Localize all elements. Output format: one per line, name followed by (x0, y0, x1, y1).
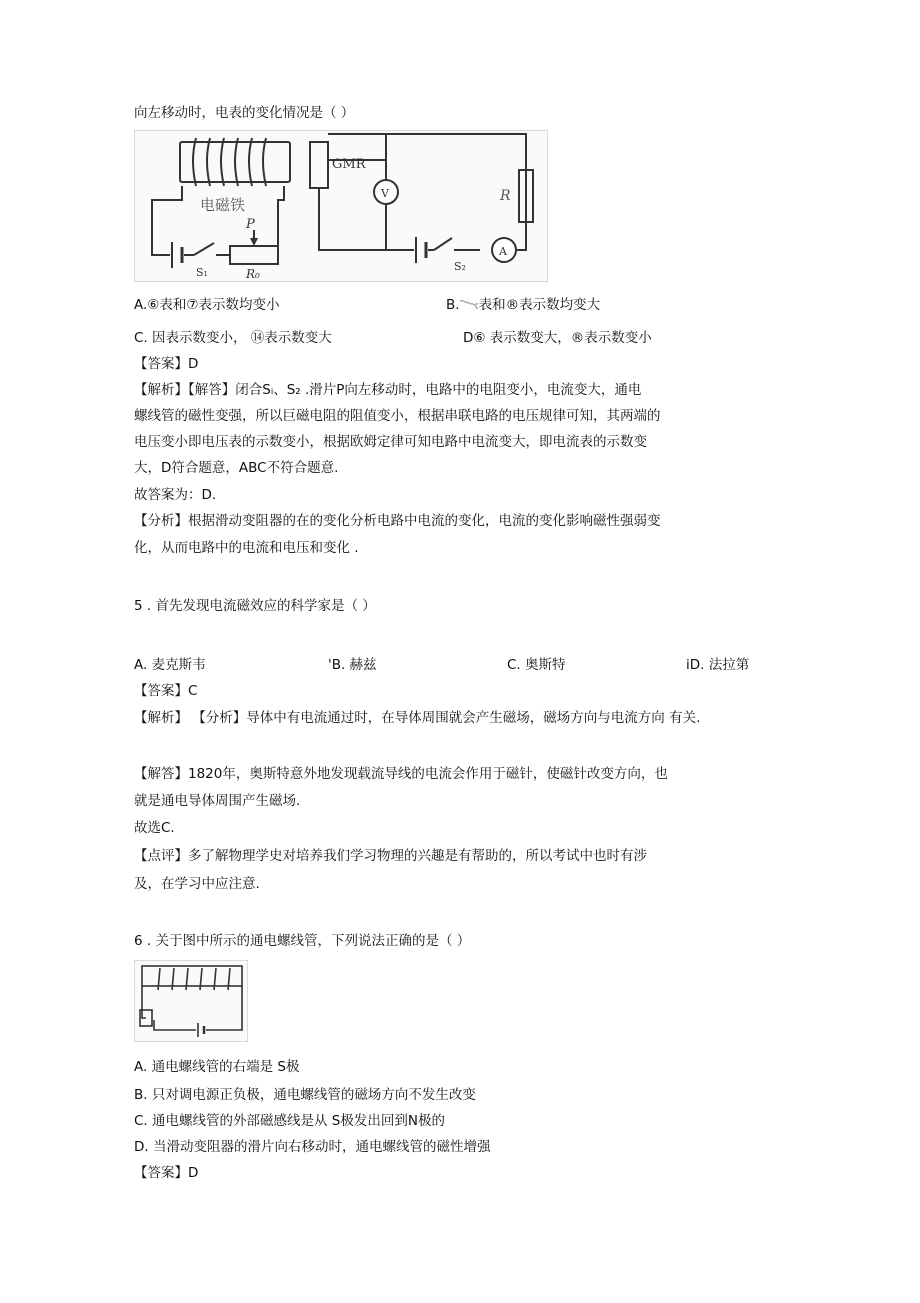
svg-text:A: A (499, 245, 507, 258)
q5-stem: 5 . 首先发现电流磁效应的科学家是（ ） (134, 598, 376, 614)
svg-text:R₀: R₀ (246, 267, 260, 281)
q4-fenxi-line: 化，从而电路中的电流和电压和变化 . (134, 540, 359, 556)
q6-option-d: D. 当滑动变阻器的滑片向右移动时，通电螺线管的磁性增强 (134, 1139, 491, 1155)
q5-option-a: A. 麦克斯韦 (134, 657, 206, 673)
q4-analysis-line: 电压变小即电压表的示数变小，根据欧姆定律可知电路中电流变大，即电流表的示数变 (134, 434, 647, 450)
q4-analysis-line: 大，D符合题意，ABC不符合题意. (134, 460, 339, 476)
svg-text:R: R (500, 188, 511, 204)
q5-conclusion: 故选C. (134, 820, 175, 836)
q5-dianping-line: 及，在学习中应注意. (134, 876, 260, 892)
q4-option-a: A.⑥表和⑦表示数均变小 (134, 297, 280, 313)
svg-text:P: P (246, 217, 255, 232)
q4-analysis-line: 螺线管的磁性变强，所以巨磁电阻的阻值变小，根据串联电路的电压规律可知，其两端的 (134, 408, 661, 424)
q6-answer: 【答案】D (134, 1165, 199, 1181)
q4-answer: 【答案】D (134, 356, 199, 372)
svg-text:S₁: S₁ (196, 266, 208, 279)
q6-option-a: A. 通电螺线管的右端是 S极 (134, 1059, 300, 1075)
svg-text:GMR: GMR (332, 157, 366, 172)
q5-answer: 【答案】C (134, 683, 198, 699)
q4-fenxi-line: 【分析】根据滑动变阻器的在的变化分析电路中电流的变化，电流的变化影响磁性强弱变 (134, 513, 661, 529)
q5-jieda-line: 【解答】1820年，奥斯特意外地发现载流导线的电流会作用于磁针，使磁针改变方向，也 (134, 766, 668, 782)
svg-text:S₂: S₂ (454, 260, 466, 273)
q4-stem: 向左移动时，电表的变化情况是（ ） (134, 105, 355, 121)
q5-option-b: 'B. 赫兹 (328, 657, 377, 673)
q4-option-d: D⑥ 表示数变大，®表示数变小 (463, 330, 652, 346)
q6-option-b: B. 只对调电源正负极，通电螺线管的磁场方向不发生改变 (134, 1087, 476, 1103)
svg-text:V: V (381, 187, 389, 200)
q4-circuit-figure (134, 130, 548, 282)
q4-conclusion: 故答案为：D. (134, 487, 217, 503)
q5-option-c: C. 奥斯特 (507, 657, 566, 673)
q4-analysis-line: 【解析】【解答】闭合Sᵢ、S₂ .滑片P向左移动时，电路中的电阻变小，电流变大，通电 (134, 382, 642, 398)
q6-solenoid-figure (134, 960, 248, 1042)
label-electromagnet: 电磁铁 (200, 196, 246, 214)
q5-dianping-line: 【点评】多了解物理学史对培养我们学习物理的兴趣是有帮助的，所以考试中也时有涉 (134, 848, 647, 864)
q5-analysis: 【解析】 【分析】导体中有电流通过时，在导体周围就会产生磁场，磁场方向与电流方向 有关. (134, 710, 701, 726)
q5-option-d: iD. 法拉第 (686, 657, 750, 673)
q6-stem: 6 . 关于图中所示的通电螺线管，下列说法正确的是（ ） (134, 933, 471, 949)
q4-option-b: B.𓏱表和®表示数均变大 (446, 297, 601, 313)
q6-option-c: C. 通电螺线管的外部磁感线是从 S极发出回到N极的 (134, 1113, 445, 1129)
q5-jieda-line: 就是通电导体周围产生磁场. (134, 793, 301, 809)
q4-option-c: C. 因表示数变小， ⑭表示数变大 (134, 330, 332, 346)
